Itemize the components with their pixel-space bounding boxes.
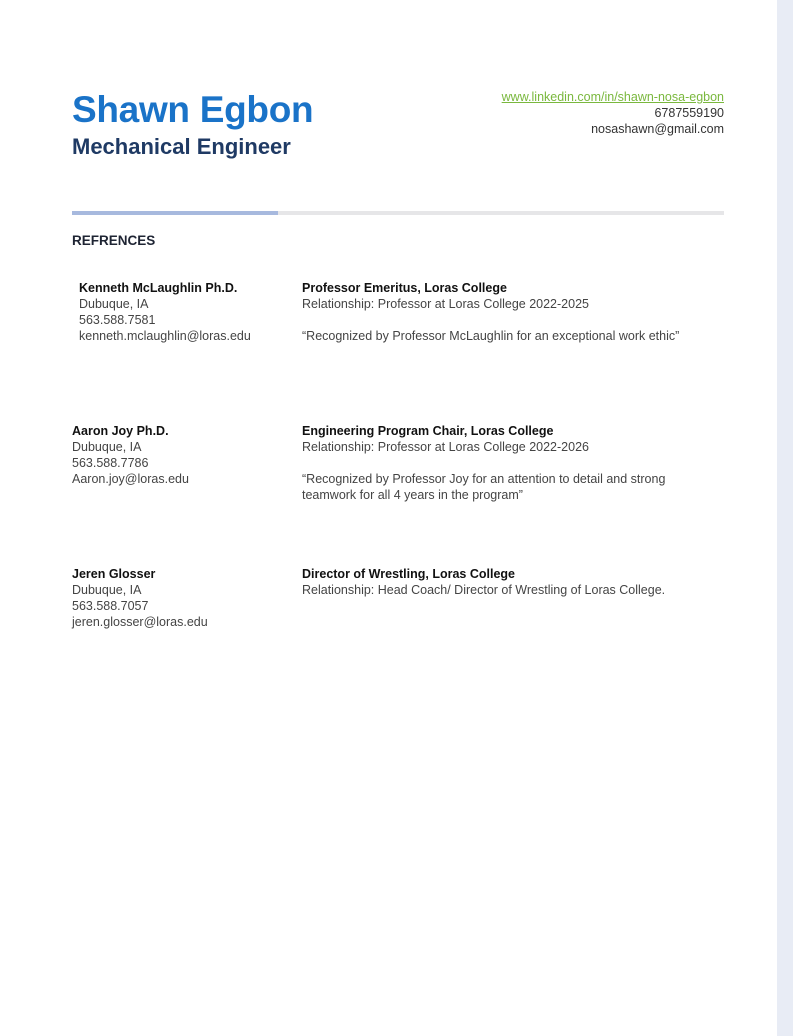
reference-location: Dubuque, IA bbox=[72, 583, 142, 597]
reference-name: Kenneth McLaughlin Ph.D. bbox=[79, 281, 238, 295]
reference-location: Dubuque, IA bbox=[72, 440, 142, 454]
candidate-title: Mechanical Engineer bbox=[72, 134, 291, 159]
reference-details bbox=[302, 280, 722, 344]
reference-quote: “Recognized by Professor McLaughlin for an exceptional work ethic” bbox=[302, 329, 680, 343]
reference-position: Professor Emeritus, Loras College bbox=[302, 281, 507, 295]
reference-relationship: Relationship: Professor at Loras College 2022-2025 bbox=[302, 297, 589, 311]
reference-contact bbox=[79, 280, 251, 344]
reference-quote: “Recognized by Professor Joy for an attention to detail and strong teamwork for all 4 years in the program” bbox=[302, 472, 666, 502]
contact-block bbox=[502, 89, 724, 137]
candidate-name: Shawn Egbon bbox=[72, 89, 314, 130]
linkedin-link[interactable]: www.linkedin.com/in/shawn-nosa-egbon bbox=[501, 90, 724, 104]
reference-position: Engineering Program Chair, Loras College bbox=[302, 424, 554, 438]
reference-location: Dubuque, IA bbox=[79, 297, 149, 311]
reference-phone: 563.588.7581 bbox=[79, 313, 156, 327]
reference-details bbox=[302, 566, 722, 598]
reference-name: Jeren Glosser bbox=[72, 567, 156, 581]
divider-accent bbox=[72, 211, 278, 215]
reference-relationship: Relationship: Professor at Loras College 2022-2026 bbox=[302, 440, 589, 454]
references-heading: REFRENCES bbox=[72, 233, 156, 248]
reference-phone: 563.588.7786 bbox=[72, 456, 149, 470]
reference-contact bbox=[72, 423, 189, 487]
reference-email: jeren.glosser@loras.edu bbox=[72, 615, 208, 629]
section-divider bbox=[72, 211, 724, 215]
reference-email: Aaron.joy@loras.edu bbox=[72, 472, 189, 486]
reference-name: Aaron Joy Ph.D. bbox=[72, 424, 169, 438]
scrollbar-track[interactable] bbox=[777, 0, 793, 1036]
reference-position: Director of Wrestling, Loras College bbox=[302, 567, 516, 581]
reference-relationship: Relationship: Head Coach/ Director of Wrestling of Loras College. bbox=[302, 583, 666, 597]
reference-contact bbox=[72, 566, 208, 630]
phone-number: 6787559190 bbox=[654, 106, 724, 120]
reference-email: kenneth.mclaughlin@loras.edu bbox=[79, 329, 251, 343]
reference-phone: 563.588.7057 bbox=[72, 599, 149, 613]
email-address: nosashawn@gmail.com bbox=[591, 122, 724, 136]
reference-details bbox=[302, 423, 692, 503]
